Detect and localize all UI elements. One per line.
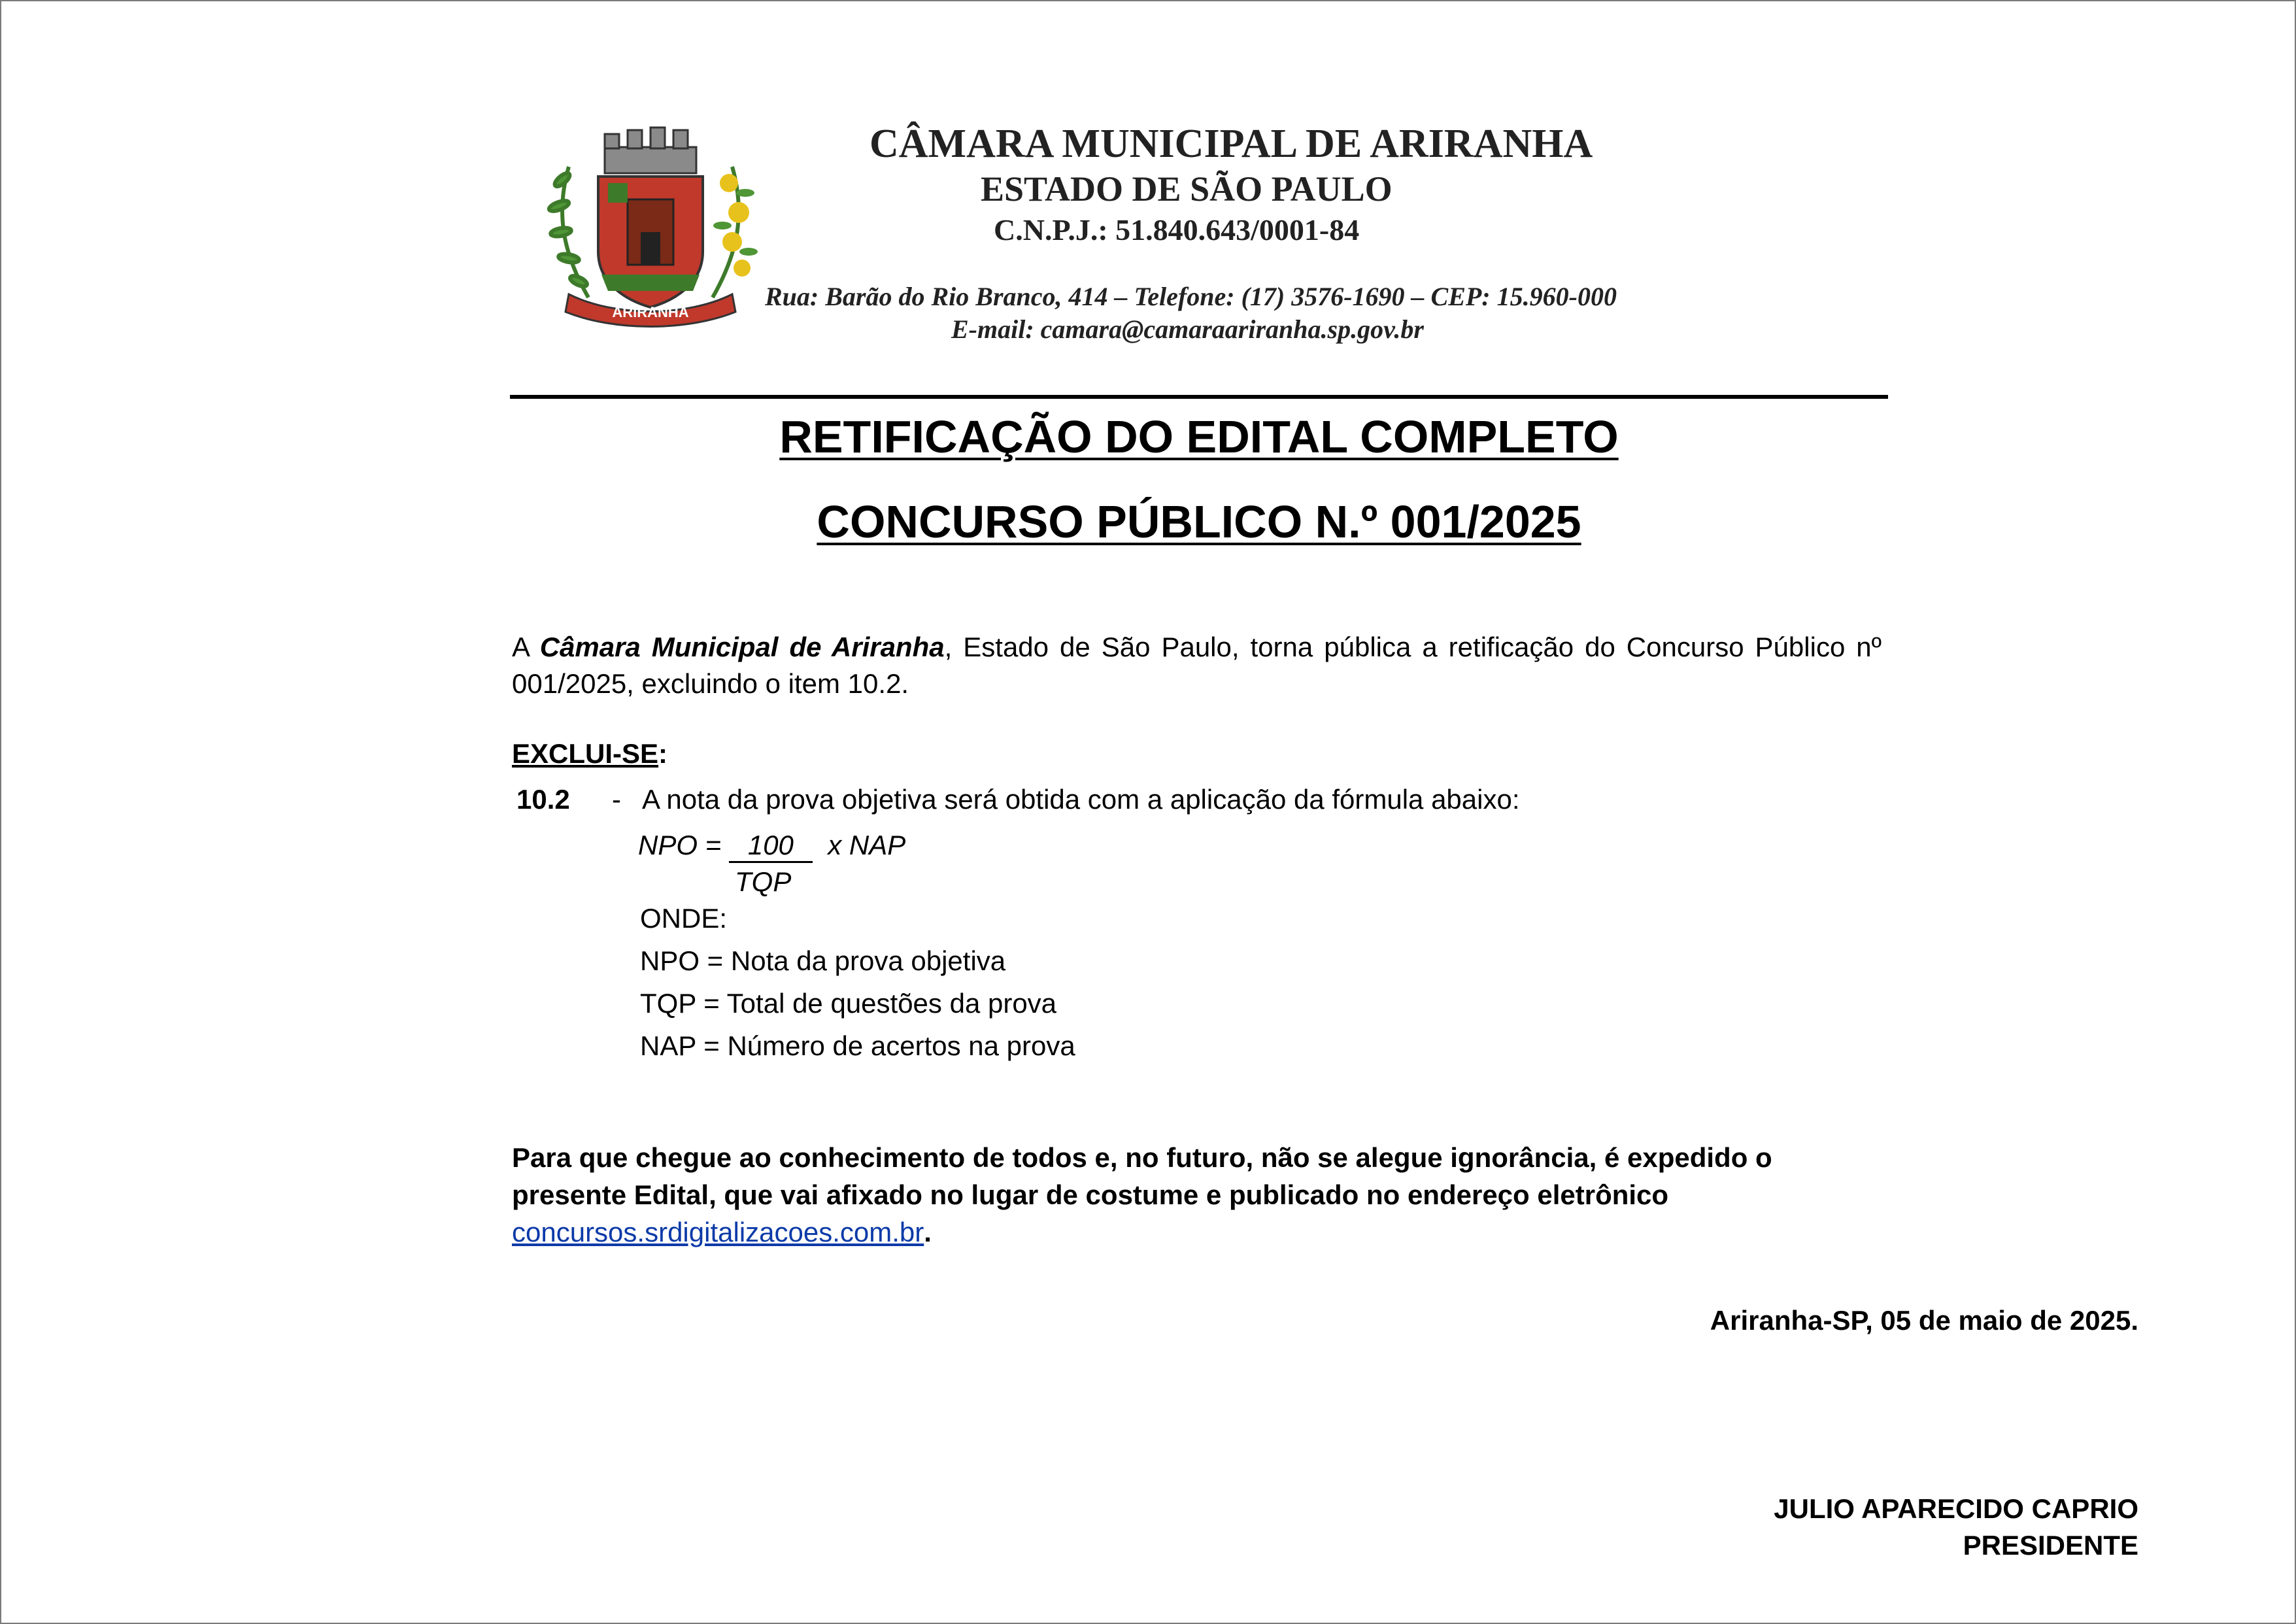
signatory-name: JULIO APARECIDO CAPRIO: [1774, 1493, 2138, 1524]
formula-numerator: 100: [729, 830, 813, 863]
closing-paragraph: [512, 1139, 1885, 1251]
signature-block: [1774, 1491, 2138, 1564]
coat-of-arms-icon: [543, 121, 758, 330]
letterhead-email: E-mail: camara@camaraariranha.sp.gov.br: [951, 314, 1424, 344]
definition-item: ONDE:: [640, 903, 728, 934]
document-subtitle: CONCURSO PÚBLICO N.º 001/2025: [817, 496, 1581, 547]
formula-times: x NAP: [828, 830, 906, 860]
intro-paragraph: [512, 629, 1882, 702]
date-line: Ariranha-SP, 05 de maio de 2025.: [1710, 1305, 2138, 1336]
definition-item: NAP = Número de acertos na prova: [640, 1030, 1075, 1061]
document-title: RETIFICAÇÃO DO EDITAL COMPLETO: [779, 411, 1619, 462]
letterhead-cnpj: C.N.P.J.: 51.840.643/0001-84: [994, 213, 1360, 246]
closing-end: .: [924, 1217, 932, 1247]
header-divider: [510, 395, 1888, 399]
exclusion-heading: [512, 736, 667, 772]
formula-denominator: TQP: [735, 866, 792, 897]
intro-entity: Câmara Municipal de Ariranha: [539, 632, 945, 662]
closing-text: Para que chegue ao conhecimento de todos e, no futuro, não se alegue ignorância, é expedido o presente Edital, que vai afixado no lugar de costume e publicado no endereço eletrônico: [512, 1142, 1772, 1210]
seal-banner-text: ARIRANHA: [612, 304, 689, 320]
signatory-role: PRESIDENTE: [1963, 1530, 2138, 1561]
letterhead-title: CÂMARA MUNICIPAL DE ARIRANHA: [869, 122, 1593, 166]
formula-line: [638, 827, 905, 864]
intro-text: , Estado de São Paulo, torna pública a retificação do Concurso Público nº 001/2025, excluindo o item 10.2.: [512, 632, 1882, 699]
item-dash: -: [612, 784, 621, 815]
letterhead-state: ESTADO DE SÃO PAULO: [981, 169, 1393, 209]
item-text: A nota da prova objetiva será obtida com a aplicação da fórmula abaixo:: [642, 784, 1520, 815]
intro-prefix: A: [512, 632, 540, 662]
definition-item: TQP = Total de questões da prova: [640, 988, 1057, 1019]
website-link[interactable]: concursos.srdigitalizacoes.com.br: [512, 1217, 924, 1247]
exclusion-colon: :: [658, 738, 668, 769]
item-number: 10.2: [516, 784, 570, 815]
definition-item: NPO = Nota da prova objetiva: [640, 945, 1006, 976]
formula-lhs: NPO =: [638, 830, 722, 860]
exclusion-label: EXCLUI-SE: [512, 738, 659, 769]
letterhead-address: Rua: Barão do Rio Branco, 414 – Telefone: (17) 3576-1690 – CEP: 15.960-000: [765, 282, 1617, 311]
